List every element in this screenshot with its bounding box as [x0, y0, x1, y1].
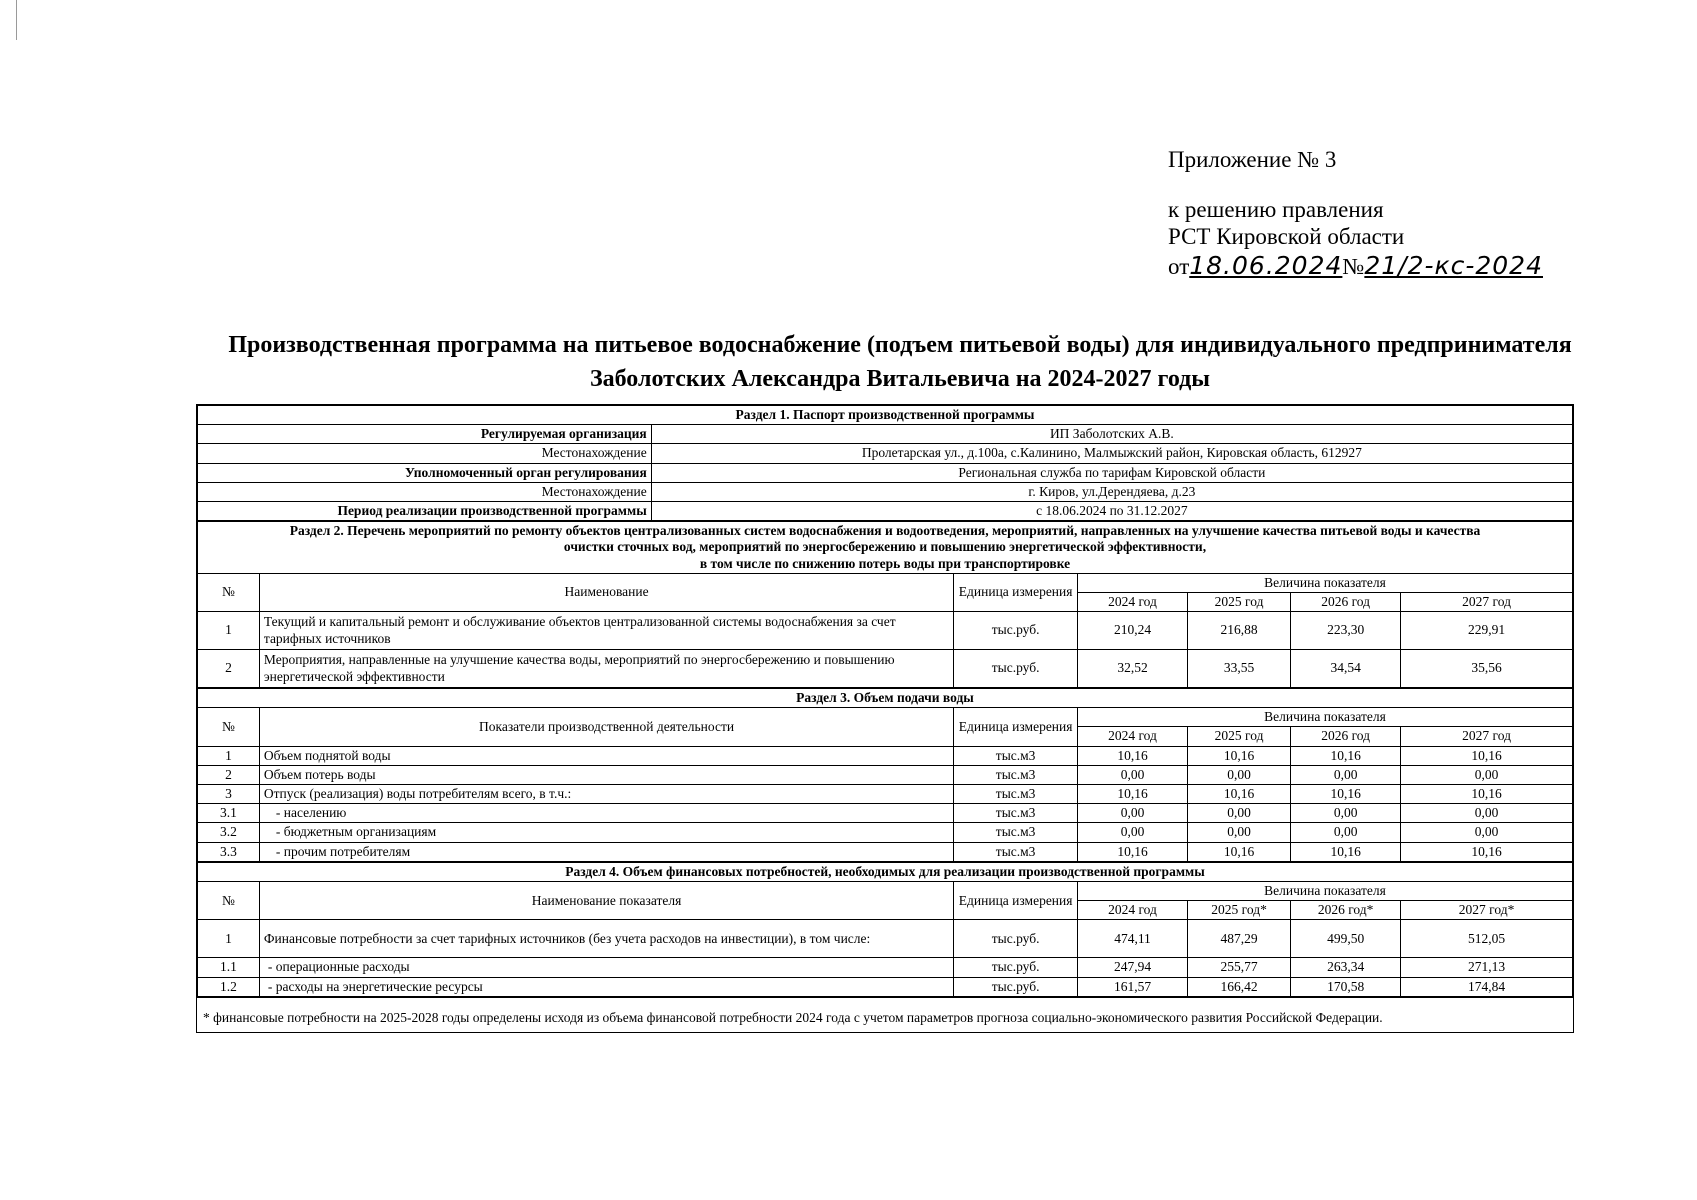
column-header-unit: Единица измерения	[954, 708, 1078, 746]
passport-label: Местонахождение	[198, 482, 652, 501]
passport-value: ИП Заболотских А.В.	[651, 425, 1572, 444]
row-value: 271,13	[1401, 958, 1573, 977]
passport-label: Местонахождение	[198, 444, 652, 463]
passport-value: г. Киров, ул.Дерендяева, д.23	[651, 482, 1572, 501]
row-number: 3.1	[198, 804, 260, 823]
year-header: 2027 год*	[1401, 901, 1573, 920]
appendix-line-2: РСТ Кировской области	[1168, 224, 1405, 250]
section2-title-line-1: Раздел 2. Перечень мероприятий по ремонту объектов централизованных систем водоснабжения и водоотведения, мероприятий, направленных на улучшение качества питьевой воды и качества	[289, 523, 1481, 539]
appendix-header	[1168, 146, 1543, 281]
row-name: Финансовые потребности за счет тарифных источников (без учета расходов на инвестиции), в том числе:	[259, 920, 953, 958]
passport-label: Регулируемая организация	[198, 425, 652, 444]
row-value: 0,00	[1078, 823, 1188, 842]
row-name: Текущий и капитальный ремонт и обслуживание объектов централизованной системы водоснабжения за счет тарифных источников	[259, 612, 953, 650]
row-value: 0,00	[1291, 765, 1401, 784]
row-value: 35,56	[1401, 650, 1573, 688]
row-value: 166,42	[1188, 977, 1291, 996]
document-title-line-2: Заболотских Александра Витальевича на 2024-2027 годы	[589, 366, 1211, 393]
year-header: 2026 год	[1291, 592, 1401, 611]
row-value: 33,55	[1188, 650, 1291, 688]
row-value: 0,00	[1078, 804, 1188, 823]
passport-row	[198, 501, 1573, 520]
table-row	[198, 765, 1573, 784]
year-header: 2027 год	[1401, 727, 1573, 746]
year-header: 2024 год	[1078, 727, 1188, 746]
appendix-line-1: к решению правления	[1168, 196, 1384, 222]
row-number: 1	[198, 612, 260, 650]
row-name: Мероприятия, направленные на улучшение качества воды, мероприятий по энергосбережению и повышению энергетической эффективности	[259, 650, 953, 688]
section2-title-line-2: очистки сточных вод, мероприятий по энергосбережению и повышению энергетической эффективности,	[563, 539, 1207, 555]
handwritten-number: 21/2-кс-2024	[1364, 250, 1543, 280]
row-value: 229,91	[1401, 612, 1573, 650]
column-header-name: Наименование	[259, 573, 953, 611]
section4-table	[197, 862, 1573, 997]
passport-row	[198, 482, 1573, 501]
row-value: 0,00	[1401, 823, 1573, 842]
section4-title: Раздел 4. Объем финансовых потребностей, необходимых для реализации производственной программы	[198, 862, 1573, 881]
section2-table	[197, 521, 1573, 688]
row-value: 512,05	[1401, 920, 1573, 958]
table-row	[198, 920, 1573, 958]
section2-title	[198, 522, 1573, 574]
row-number: 1.2	[198, 977, 260, 996]
row-unit: тыс.м3	[954, 804, 1078, 823]
row-number: 3.2	[198, 823, 260, 842]
passport-row	[198, 425, 1573, 444]
from-prefix: от	[1168, 253, 1190, 279]
row-value: 0,00	[1401, 804, 1573, 823]
passport-value: Пролетарская ул., д.100а, с.Калинино, Малмыжский район, Кировская область, 612927	[651, 444, 1572, 463]
row-value: 0,00	[1188, 823, 1291, 842]
row-number: 2	[198, 650, 260, 688]
row-number: 1.1	[198, 958, 260, 977]
row-unit: тыс.руб.	[954, 920, 1078, 958]
section2-title-line-3: в том числе по снижению потерь воды при транспортировке	[699, 555, 1071, 571]
passport-label: Период реализации производственной программы	[198, 501, 652, 520]
column-header-value: Величина показателя	[1078, 708, 1573, 727]
row-unit: тыс.руб.	[954, 958, 1078, 977]
document-title-line-1: Производственная программа на питьевое водоснабжение (подъем питьевой воды) для индивидуального предпринимателя	[228, 332, 1572, 358]
row-unit: тыс.руб.	[954, 650, 1078, 688]
row-unit: тыс.руб.	[954, 977, 1078, 996]
column-header-unit: Единица измерения	[954, 573, 1078, 611]
row-value: 174,84	[1401, 977, 1573, 996]
page-edge-mark	[16, 0, 17, 40]
appendix-title: Приложение № 3	[1168, 147, 1337, 172]
passport-value: Региональная служба по тарифам Кировской области	[651, 463, 1572, 482]
row-value: 0,00	[1188, 765, 1291, 784]
row-value: 216,88	[1188, 612, 1291, 650]
row-value: 161,57	[1078, 977, 1188, 996]
row-value: 10,16	[1291, 785, 1401, 804]
passport-row	[198, 444, 1573, 463]
row-name: - операционные расходы	[259, 958, 953, 977]
row-name: - бюджетным организациям	[259, 823, 953, 842]
column-header-value: Величина показателя	[1078, 881, 1573, 900]
row-value: 10,16	[1401, 785, 1573, 804]
row-name: - прочим потребителям	[259, 842, 953, 861]
row-number: 3.3	[198, 842, 260, 861]
table-row	[198, 612, 1573, 650]
row-unit: тыс.м3	[954, 842, 1078, 861]
column-header-name: Показатели производственной деятельности	[259, 708, 953, 746]
row-number: 2	[198, 765, 260, 784]
table-row	[198, 842, 1573, 861]
row-value: 10,16	[1188, 842, 1291, 861]
row-number: 1	[198, 746, 260, 765]
year-header: 2026 год	[1291, 727, 1401, 746]
year-header: 2024 год	[1078, 592, 1188, 611]
column-header-no: №	[198, 573, 260, 611]
row-value: 10,16	[1401, 842, 1573, 861]
table-row	[198, 977, 1573, 996]
row-number: 1	[198, 920, 260, 958]
table-row	[198, 823, 1573, 842]
row-unit: тыс.м3	[954, 765, 1078, 784]
column-header-no: №	[198, 708, 260, 746]
row-value: 255,77	[1188, 958, 1291, 977]
year-header: 2025 год	[1188, 592, 1291, 611]
table-row	[198, 746, 1573, 765]
row-value: 0,00	[1078, 765, 1188, 784]
decision-reference	[1168, 251, 1543, 281]
row-value: 0,00	[1188, 804, 1291, 823]
section3-title: Раздел 3. Объем подачи воды	[198, 689, 1573, 708]
row-value: 10,16	[1401, 746, 1573, 765]
row-value: 487,29	[1188, 920, 1291, 958]
row-number: 3	[198, 785, 260, 804]
number-sign: №	[1342, 253, 1365, 279]
row-value: 210,24	[1078, 612, 1188, 650]
year-header: 2025 год*	[1188, 901, 1291, 920]
row-value: 10,16	[1078, 842, 1188, 861]
row-value: 34,54	[1291, 650, 1401, 688]
footnote: * финансовые потребности на 2025-2028 годы определены исходя из объема финансовой потребности 2024 года с учетом параметров прогноза социально-экономического развития Российской Федерации.	[197, 997, 1573, 1032]
table-row	[198, 958, 1573, 977]
row-value: 0,00	[1291, 804, 1401, 823]
table-row	[198, 785, 1573, 804]
row-value: 10,16	[1078, 785, 1188, 804]
row-value: 263,34	[1291, 958, 1401, 977]
column-header-unit: Единица измерения	[954, 881, 1078, 919]
row-value: 0,00	[1401, 765, 1573, 784]
column-header-no: №	[198, 881, 260, 919]
row-value: 10,16	[1188, 785, 1291, 804]
handwritten-date: 18.06.2024	[1189, 250, 1343, 280]
row-value: 0,00	[1291, 823, 1401, 842]
section1-title: Раздел 1. Паспорт производственной программы	[198, 406, 1573, 425]
row-value: 499,50	[1291, 920, 1401, 958]
program-table-wrap	[196, 404, 1574, 1033]
passport-value: с 18.06.2024 по 31.12.2027	[651, 501, 1572, 520]
row-value: 10,16	[1078, 746, 1188, 765]
year-header: 2026 год*	[1291, 901, 1401, 920]
row-value: 10,16	[1188, 746, 1291, 765]
year-header: 2024 год	[1078, 901, 1188, 920]
passport-label: Уполномоченный орган регулирования	[198, 463, 652, 482]
row-name: - населению	[259, 804, 953, 823]
row-value: 10,16	[1291, 842, 1401, 861]
row-value: 247,94	[1078, 958, 1188, 977]
row-name: Объем потерь воды	[259, 765, 953, 784]
row-unit: тыс.руб.	[954, 612, 1078, 650]
row-value: 474,11	[1078, 920, 1188, 958]
table-row	[198, 650, 1573, 688]
row-value: 223,30	[1291, 612, 1401, 650]
section3-table	[197, 688, 1573, 862]
column-header-name: Наименование показателя	[259, 881, 953, 919]
row-name: - расходы на энергетические ресурсы	[259, 977, 953, 996]
program-frame	[196, 404, 1574, 1033]
row-value: 170,58	[1291, 977, 1401, 996]
row-value: 10,16	[1291, 746, 1401, 765]
row-unit: тыс.м3	[954, 785, 1078, 804]
row-name: Отпуск (реализация) воды потребителям всего, в т.ч.:	[259, 785, 953, 804]
year-header: 2027 год	[1401, 592, 1573, 611]
document-title	[190, 328, 1610, 396]
table-row	[198, 804, 1573, 823]
row-value: 32,52	[1078, 650, 1188, 688]
row-name: Объем поднятой воды	[259, 746, 953, 765]
year-header: 2025 год	[1188, 727, 1291, 746]
passport-row	[198, 463, 1573, 482]
row-unit: тыс.м3	[954, 746, 1078, 765]
row-unit: тыс.м3	[954, 823, 1078, 842]
section1-table	[197, 405, 1573, 521]
column-header-value: Величина показателя	[1078, 573, 1573, 592]
